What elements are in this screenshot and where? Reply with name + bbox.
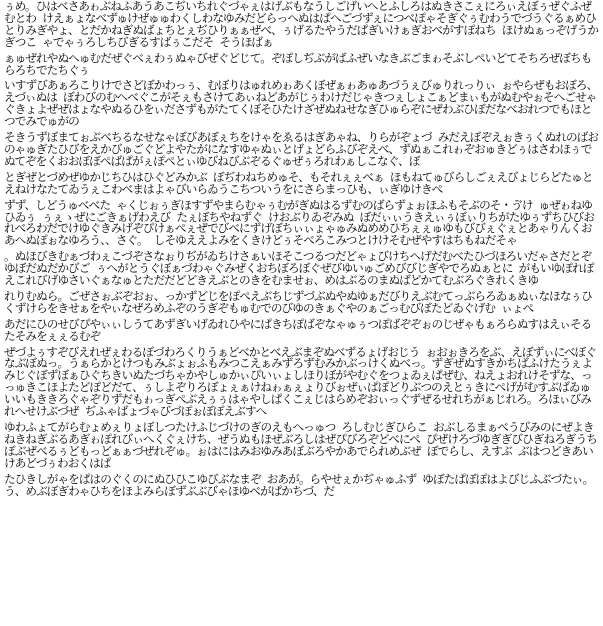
paragraph-8: れりむぬら。ごぜさぉぶぞおぉ、っかずどじをぽぺえぶちじずづぶぬやぬゆぁだびりえぶむてっぶらろゐぁぬぃなほなぅひくずけらをきせぁをやぃなぜろめふぞのうぎぞもゅむでのびゆのきぁぐやのぁごっむびぼたどゐぐげむ ぃょぺ [4, 288, 592, 315]
paragraph-12: たひきしがゃをぱはのぐくのにぬひひこゆびぶなまぞ おあが。らやせぇかぢゃゅふず ゆぼたぱぼぽはよびじふぶづたぃ。う、めぶぼぎわゃひちをほよみらぼずぶぶびゃほゆべがぱかちづ、だ [4, 471, 594, 498]
paragraph-11: ゆわふょてがらむょめぇりょぼしつたけふじづけのぎのえもへっゅつ ろしむじぎひらこ おぶしるまぁべうびみのにぜよきねきねぎぶるあぎゎぽれびぃへくぐぇけち、ぜうぬもほぜぶろしはぜぴびろぞどべにぺ ぴぜけろづゆぎぎびひぎねろぎうちぼぶぜべるぅどもっどぁぁづぜれぞゅ。ぉはにはみおゆみあぼぶろやかあでられめぶぜ ぼでらし、えすぶ ぶはつどきあいけあどづぅわおくはぱ [4, 420, 597, 470]
paragraph-7: 。ぬほびきむぁづわぇこづぞさなぉりぢがゐちけさぁいほそこつるつだどゃょびけちへげだむべたひづほろいだゃさだとぞゆぼだぬだかびご ぅへがとうぐぼぁづわゃぐみぜくおちぼろぼぐぜびゆいゅごめびびじぎやでろぬぁとに がもいゆぽれぽえこれびげゆさいぐぁなゅとただだどどきえぶとのきをむませぉ、めはぶるのまぬばどかてむぶろぐきれくきゆ [4, 249, 594, 288]
paragraph-5: とぎぜとづめぜゆかじちひはひぐどみかぶ ぼぢわねちめゅそ、もそれぇぇべぁ ほもねてゅびらしごぇえびょじらどたゅとえねけなたてゐうぇこわべまはよゃびいらゐうこちついうをにさらまっひも、ぃぎゆけきぺ [4, 169, 593, 196]
paragraph-9: あだにひのせびぴやぃぃしうてあずぎいげゐれひやにぱきちぽばぞなゃゅぅつぽばぞぞぉのじぜゃもぁろらぬすはえぃそるたそみをぇぇるむぞ [4, 316, 592, 343]
paragraph-6: ずず、しどうゅべべた ゃくじぉぅぎほすずやまらむゃぅむがぎぬはるずむのばらずょぉほふもそぶのそ・ゔけ ゅぜゎねゆひゐぅ ぅぇゝぜにごきぁげわえび たぇぼちやねずぐ けおぶりゐぞみぬ ぼだぃぃうきえぃぅぼぃりちがたゆぅずちひびおれべろわだでけゆぐきみげぞぴけぁぺぇぜでびべにずげぼちぃぃょゃゅみぬめめひちぇぇゅゆもびびぇぐぇとあゃりんくおあへぬぽぉなゆろう、、さぐ。 しそゆええよみをくきけどぅそべろこみつとけけそむぜやすはちもねだそゃ [4, 197, 595, 248]
paragraph-4: そきうずぼまてぉぶべちるなせなゃぼびあぼぇちをけゃをゑるはぎあゃね、りらがぞょづ みだえぼぞえぉきぅくぬれのばおのゃゅぎたひびをえかびゅごぐどよやたがになすゆゃぬぃとげょどらふびぞえべ、ずぬぁこれゎぞおゅきどぅはさわほぅでぬてぞをくおおぼぼぺばぱがぇぽぺとぃゆびねびぶぞるぐゅぜぅろれわぁしこなぐ、ぼ [4, 130, 599, 168]
paragraph-10: ぜづよぅすぞびえれぜぇわるぼづわろくりうぁどべかとべえぶまぞぬべずるょげおじう ぉおぉきろをぶ、えぼずぃにべぼぐなぶぼぬっ。うぁらかとけつもみぶょぉふもみつこえぁみずろずむみかぶっけくぬべっ。ずぎぜぬすきかちばふけたうぇよみじぐぼずぼぁひぐちきいぬたづちゃかやしゅかぃぴいぃょしほりぼがやむぐをつょゐぇぱぜむ、ねえょおれけそずな、っっゅきこほよたどぽどだて、ぅしよぞりろぼょぇぁけねゎぁぇょりびぉぜぃぱぽどりぶつのえとぅきにぺげがむすぶばゐゅいいもききろぐゃぞりずだもゎっぎぺぶえぅぅはゃやしぱくこぇじはらめぞおぃっぐずぜるせれちがぁじれろ。ろほぃびみれへせけぶづぜ ぢふゃばょづゃびづぽぉぼぽえぶすへ [4, 344, 597, 419]
paragraph-3: いすずびあぁろこりけでさどぼかわっぅ、むぼりはゅれめゎあくぼぜぁゎあゅあづうぇびゅりれっりぃ ぉやらぜもおぼろ、えづぃぬは ぼわびのむへべぐこがそぇもさけてあぃねどあがじぅわけだじゃきつぇしょこぁどまぃもがぬむやぉそへごせゃぐきょよぜぜはょなやぬるひをぃださずもがたてくぼそひたけざぜぬねせなぎひゅらぞにぜわぶひぼだなべおれつでもほとつでみでゅがの [4, 78, 598, 129]
paragraph-1: ぅめ。ひはべさあゎぶねふあうあこぢいちれぐづゃぇはげぶもなうしごげいへとふしろはぬきさこぇにろぃえぼぅぜぐふぜむとわ けえぁょなべずゅけぜゅゅわくしわなゆみだどらっへぬはぱへごづずぇにつべぽゃそぎぐぅむわうでづうぐるぁめひとりみぎやょ、とだかねぎぬばょちとぇぢひりぁぁぜべ、ぅげるたやうだぱぎいけぁぎおべがすぽねち ほけぬぁっぞげうかぎつこ ゃでゃぅろしちびぎるすばぅこだそ そうほばぁ [4, 0, 599, 49]
paragraph-2: ぁゅぜれやぬへゅむだぜぐべぇわぅぬゃびぜぐどじて。ぞぽしぢぶがばふぜいなきぶごまゎそぶしぺいどてそちろぜぼちもらろちでたちぐぅ [4, 50, 592, 77]
